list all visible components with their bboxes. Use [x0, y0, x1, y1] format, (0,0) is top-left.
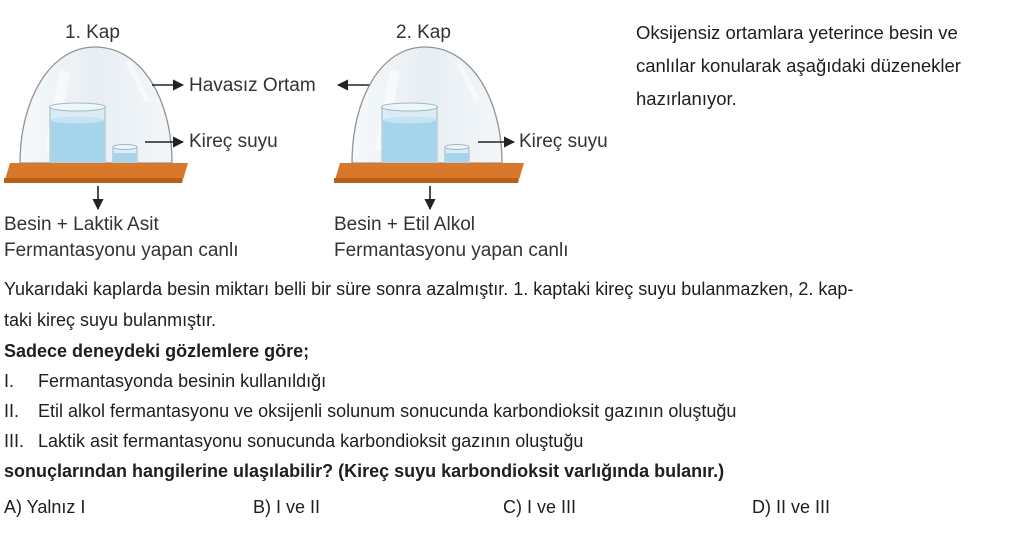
statement-text: Laktik asit fermantasyonu sonucunda karbondioksit gazının oluştuğu [38, 431, 584, 451]
option-c[interactable]: C) I ve III [503, 497, 577, 517]
kap1-bottom-label-1: Besin + Laktik Asit [4, 214, 159, 235]
question-paragraph-line-2: taki kireç suyu bulanmıştır. [4, 310, 217, 330]
kap2-apparatus [334, 47, 524, 209]
kap2-bottom-label-1: Besin + Etil Alkol [334, 214, 475, 235]
statement-item-2 [4, 401, 736, 422]
statement-number: II. [4, 401, 20, 421]
kap2-large-beaker [382, 103, 438, 169]
option-a[interactable]: A) Yalnız I [4, 497, 86, 517]
kap1-large-beaker [50, 103, 106, 169]
question-prompt: Sadece deneydeki gözlemlere göre; [4, 341, 310, 361]
statement-text: Etil alkol fermantasyonu ve oksijenli solunum sonucunda karbondioksit gazının oluştuğu [38, 401, 737, 421]
kap1-title: 1. Kap [65, 22, 120, 43]
statement-text: Fermantasyonda besinin kullanıldığı [38, 371, 327, 391]
option-d[interactable]: D) II ve III [752, 497, 831, 517]
option-b[interactable]: B) I ve II [253, 497, 321, 517]
statement-number: III. [4, 431, 25, 451]
kap1-kirec-label: Kireç suyu [189, 131, 278, 152]
statement-item-1 [4, 371, 326, 392]
kap2-kirec-label: Kireç suyu [519, 131, 608, 152]
statement-number: I. [4, 371, 15, 391]
kap2-bottom-label-2: Fermantasyonu yapan canlı [334, 240, 569, 261]
statement-item-3 [4, 431, 583, 452]
kap1-apparatus [4, 47, 188, 209]
intro-line-1: Oksijensiz ortamlara yeterince besin ve [636, 22, 958, 43]
kap2-title: 2. Kap [396, 22, 451, 43]
question-closing: sonuçlarından hangilerine ulaşılabilir? (Kireç suyu karbondioksit varlığında bulanır.) [4, 461, 725, 481]
question-paragraph-line-1: Yukarıdaki kaplarda besin miktarı belli bir süre sonra azalmıştır. 1. kaptaki kireç suyu bulanmazken, 2. kap- [4, 279, 854, 299]
kap1-bottom-label-2: Fermantasyonu yapan canlı [4, 240, 239, 261]
intro-line-2: canlılar konularak aşağıdaki düzenekler [636, 55, 961, 76]
havasiz-ortam-label: Havasız Ortam [189, 75, 316, 96]
intro-line-3: hazırlanıyor. [636, 88, 737, 109]
